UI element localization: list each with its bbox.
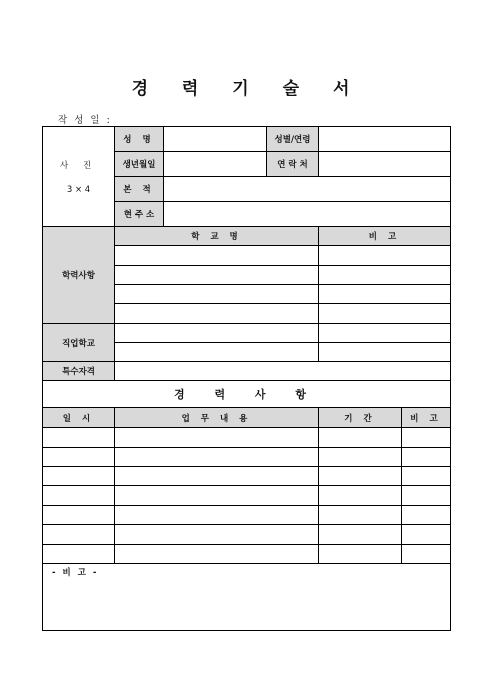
origin-field[interactable] [164, 177, 451, 202]
career-date-cell[interactable] [42, 486, 115, 506]
birth-label: 생년월일 [115, 152, 164, 177]
career-date-cell[interactable] [42, 505, 115, 525]
career-remark-cell[interactable] [402, 525, 451, 545]
contact-label: 연 락 처 [267, 152, 319, 177]
vocational-remark-cell[interactable] [319, 324, 451, 343]
school-name-header: 학 교 명 [115, 227, 319, 246]
vocational-school-label: 직업학교 [42, 324, 115, 362]
career-duty-cell[interactable] [115, 525, 319, 545]
remarks-area[interactable] [43, 564, 450, 630]
career-duty-cell[interactable] [115, 466, 319, 486]
gender-age-label: 성별/연령 [267, 126, 319, 152]
photo-area[interactable] [42, 126, 115, 227]
career-period-cell[interactable] [319, 447, 402, 467]
vocational-cell[interactable] [115, 324, 319, 343]
origin-label: 본 적 [115, 177, 164, 202]
date-label: 작 성 일 : [58, 115, 112, 126]
career-period-cell[interactable] [319, 428, 402, 448]
birth-field[interactable] [164, 152, 267, 177]
career-remark-header: 비 고 [402, 408, 451, 428]
career-period-cell[interactable] [319, 544, 402, 564]
school-cell[interactable] [115, 304, 319, 324]
career-section-title: 경 력 사 항 [42, 381, 451, 408]
photo-label: 사 진 [59, 160, 98, 171]
career-remark-cell[interactable] [402, 505, 451, 525]
career-duty-header: 업 무 내 용 [115, 408, 319, 428]
career-period-cell[interactable] [319, 486, 402, 506]
career-duty-cell[interactable] [115, 505, 319, 525]
career-period-cell[interactable] [319, 466, 402, 486]
vocational-remark-cell[interactable] [319, 343, 451, 362]
career-period-cell[interactable] [319, 525, 402, 545]
education-remark-header: 비 고 [319, 227, 451, 246]
school-remark-cell[interactable] [319, 285, 451, 304]
remarks-label: - 비 고 - [52, 568, 99, 578]
career-remark-cell[interactable] [402, 486, 451, 506]
school-remark-cell[interactable] [319, 304, 451, 324]
special-qualification-label: 특수자격 [42, 362, 115, 381]
career-date-cell[interactable] [42, 544, 115, 564]
career-date-cell[interactable] [42, 428, 115, 448]
career-remark-cell[interactable] [402, 447, 451, 467]
career-remark-cell[interactable] [402, 544, 451, 564]
career-date-cell[interactable] [42, 525, 115, 545]
education-section-label: 학력사항 [42, 227, 115, 324]
gender-age-field[interactable] [319, 126, 451, 152]
school-cell[interactable] [115, 285, 319, 304]
name-label: 성 명 [115, 126, 164, 152]
career-duty-cell[interactable] [115, 544, 319, 564]
contact-field[interactable] [319, 152, 451, 177]
school-cell[interactable] [115, 266, 319, 285]
career-duty-cell[interactable] [115, 428, 319, 448]
career-period-header: 기 간 [319, 408, 402, 428]
photo-size-label: 3 × 4 [66, 184, 91, 195]
career-remark-cell[interactable] [402, 466, 451, 486]
school-remark-cell[interactable] [319, 266, 451, 285]
career-duty-cell[interactable] [115, 447, 319, 467]
address-label: 현 주 소 [115, 202, 164, 227]
address-field[interactable] [164, 202, 451, 227]
career-period-cell[interactable] [319, 505, 402, 525]
career-remark-cell[interactable] [402, 428, 451, 448]
career-duty-cell[interactable] [115, 486, 319, 506]
special-qualification-field[interactable] [115, 362, 451, 381]
career-date-header: 일 시 [42, 408, 115, 428]
name-field[interactable] [164, 126, 267, 152]
school-cell[interactable] [115, 246, 319, 266]
career-date-cell[interactable] [42, 447, 115, 467]
career-date-cell[interactable] [42, 466, 115, 486]
school-remark-cell[interactable] [319, 246, 451, 266]
document-title: 경 력 기 술 서 [131, 79, 364, 99]
vocational-cell[interactable] [115, 343, 319, 362]
